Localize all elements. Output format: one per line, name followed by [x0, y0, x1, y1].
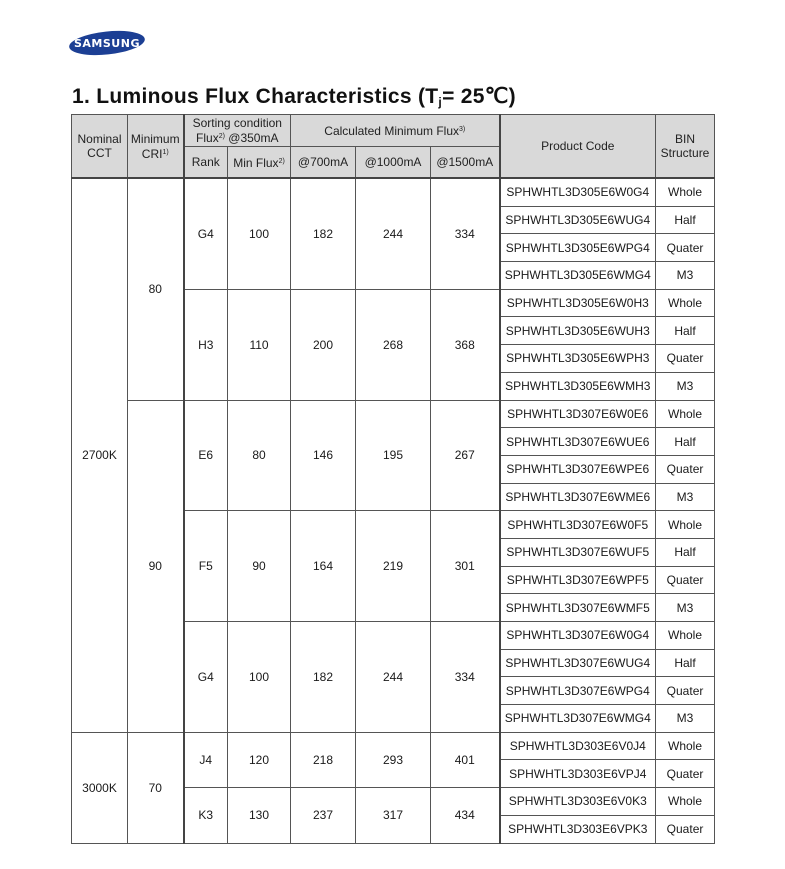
flux-700-cell: 218: [291, 732, 356, 787]
luminous-flux-table: [71, 114, 715, 844]
table-row: [72, 178, 715, 206]
bin-structure-cell: M3: [656, 705, 715, 733]
product-code-cell: SPHWHTL3D305E6W0G4: [500, 178, 656, 206]
min-flux-cell: 80: [228, 400, 291, 511]
product-code-cell: SPHWHTL3D307E6WMF5: [500, 594, 656, 622]
product-code-cell: SPHWHTL3D303E6VPK3: [500, 815, 656, 843]
flux-700-cell: 200: [291, 289, 356, 400]
flux-1500-cell: 434: [431, 788, 500, 843]
flux-700-cell: 182: [291, 622, 356, 733]
header-flux-1000ma: @1000mA: [356, 147, 431, 179]
header-flux-1500ma: @1500mA: [431, 147, 500, 179]
flux-1000-cell: 244: [356, 178, 431, 289]
rank-cell: G4: [184, 178, 228, 289]
product-code-cell: SPHWHTL3D307E6W0G4: [500, 622, 656, 650]
flux-700-cell: 146: [291, 400, 356, 511]
product-code-cell: SPHWHTL3D307E6WPF5: [500, 566, 656, 594]
product-code-cell: SPHWHTL3D305E6WUH3: [500, 317, 656, 345]
header-min-flux: Min Flux$^{2)}$: [228, 147, 291, 179]
table-row: [72, 400, 715, 428]
product-code-cell: SPHWHTL3D305E6WMG4: [500, 262, 656, 290]
bin-structure-cell: Whole: [656, 178, 715, 206]
header-flux-700ma: @700mA: [291, 147, 356, 179]
bin-structure-cell: Half: [656, 538, 715, 566]
flux-700-cell: 182: [291, 178, 356, 289]
bin-structure-cell: Quater: [656, 234, 715, 262]
header-calculated-minimum-flux: Calculated Minimum Flux$^{3)}$: [291, 115, 500, 147]
samsung-logo: [68, 30, 146, 56]
product-code-cell: SPHWHTL3D305E6WPG4: [500, 234, 656, 262]
rank-cell: J4: [184, 732, 228, 787]
rank-cell: F5: [184, 511, 228, 622]
bin-structure-cell: Quater: [656, 455, 715, 483]
product-code-cell: SPHWHTL3D307E6WUF5: [500, 538, 656, 566]
bin-structure-cell: Quater: [656, 760, 715, 788]
min-flux-cell: 110: [228, 289, 291, 400]
bin-structure-cell: Quater: [656, 345, 715, 373]
min-flux-cell: 130: [228, 788, 291, 843]
flux-1500-cell: 334: [431, 622, 500, 733]
header-minimum-cri: Minimum CRI$^{1)}$: [128, 115, 184, 179]
bin-structure-cell: Quater: [656, 815, 715, 843]
product-code-cell: SPHWHTL3D307E6WMG4: [500, 705, 656, 733]
rank-cell: E6: [184, 400, 228, 511]
product-code-cell: SPHWHTL3D305E6WUG4: [500, 206, 656, 234]
bin-structure-cell: Half: [656, 428, 715, 456]
header-product-code: Product Code: [500, 115, 656, 179]
bin-structure-cell: Half: [656, 317, 715, 345]
flux-1000-cell: 195: [356, 400, 431, 511]
header-rank: Rank: [184, 147, 228, 179]
bin-structure-cell: Whole: [656, 400, 715, 428]
product-code-cell: SPHWHTL3D305E6W0H3: [500, 289, 656, 317]
bin-structure-cell: M3: [656, 594, 715, 622]
page-title: 1. Luminous Flux Characteristics ($T_j=$ 25℃): [72, 85, 516, 109]
flux-1000-cell: 317: [356, 788, 431, 843]
bin-structure-cell: M3: [656, 262, 715, 290]
product-code-cell: SPHWHTL3D307E6W0E6: [500, 400, 656, 428]
product-code-cell: SPHWHTL3D307E6WPE6: [500, 455, 656, 483]
bin-structure-cell: Whole: [656, 289, 715, 317]
flux-700-cell: 164: [291, 511, 356, 622]
product-code-cell: SPHWHTL3D307E6WUE6: [500, 428, 656, 456]
min-flux-cell: 100: [228, 178, 291, 289]
product-code-cell: SPHWHTL3D303E6VPJ4: [500, 760, 656, 788]
cri-cell: 80: [128, 178, 184, 400]
bin-structure-cell: M3: [656, 483, 715, 511]
flux-700-cell: 237: [291, 788, 356, 843]
flux-1000-cell: 268: [356, 289, 431, 400]
samsung-logo-text: SAMSUNG: [74, 37, 140, 50]
min-flux-cell: 90: [228, 511, 291, 622]
bin-structure-cell: Whole: [656, 511, 715, 539]
product-code-cell: SPHWHTL3D307E6W0F5: [500, 511, 656, 539]
product-code-cell: SPHWHTL3D307E6WME6: [500, 483, 656, 511]
bin-structure-cell: M3: [656, 372, 715, 400]
product-code-cell: SPHWHTL3D303E6V0K3: [500, 788, 656, 816]
bin-structure-cell: Half: [656, 649, 715, 677]
cri-cell: 90: [128, 400, 184, 732]
flux-1000-cell: 219: [356, 511, 431, 622]
flux-1500-cell: 267: [431, 400, 500, 511]
header-sorting-condition: Sorting condition Flux$^{2)}$ @350mA: [184, 115, 291, 147]
product-code-cell: SPHWHTL3D303E6V0J4: [500, 732, 656, 760]
rank-cell: K3: [184, 788, 228, 843]
flux-1500-cell: 301: [431, 511, 500, 622]
header-nominal-cct: Nominal CCT: [72, 115, 128, 179]
cct-cell: 3000K: [72, 732, 128, 843]
bin-structure-cell: Whole: [656, 622, 715, 650]
bin-structure-cell: Half: [656, 206, 715, 234]
rank-cell: G4: [184, 622, 228, 733]
table-row: [72, 732, 715, 760]
product-code-cell: SPHWHTL3D305E6WPH3: [500, 345, 656, 373]
product-code-cell: SPHWHTL3D307E6WUG4: [500, 649, 656, 677]
cct-cell: 2700K: [72, 178, 128, 732]
bin-structure-cell: Quater: [656, 566, 715, 594]
bin-structure-cell: Whole: [656, 732, 715, 760]
flux-1500-cell: 401: [431, 732, 500, 787]
bin-structure-cell: Quater: [656, 677, 715, 705]
flux-1000-cell: 244: [356, 622, 431, 733]
product-code-cell: SPHWHTL3D307E6WPG4: [500, 677, 656, 705]
flux-1500-cell: 368: [431, 289, 500, 400]
bin-structure-cell: Whole: [656, 788, 715, 816]
product-code-cell: SPHWHTL3D305E6WMH3: [500, 372, 656, 400]
header-bin-structure: BIN Structure: [656, 115, 715, 179]
rank-cell: H3: [184, 289, 228, 400]
cri-cell: 70: [128, 732, 184, 843]
flux-1000-cell: 293: [356, 732, 431, 787]
flux-1500-cell: 334: [431, 178, 500, 289]
min-flux-cell: 100: [228, 622, 291, 733]
min-flux-cell: 120: [228, 732, 291, 787]
